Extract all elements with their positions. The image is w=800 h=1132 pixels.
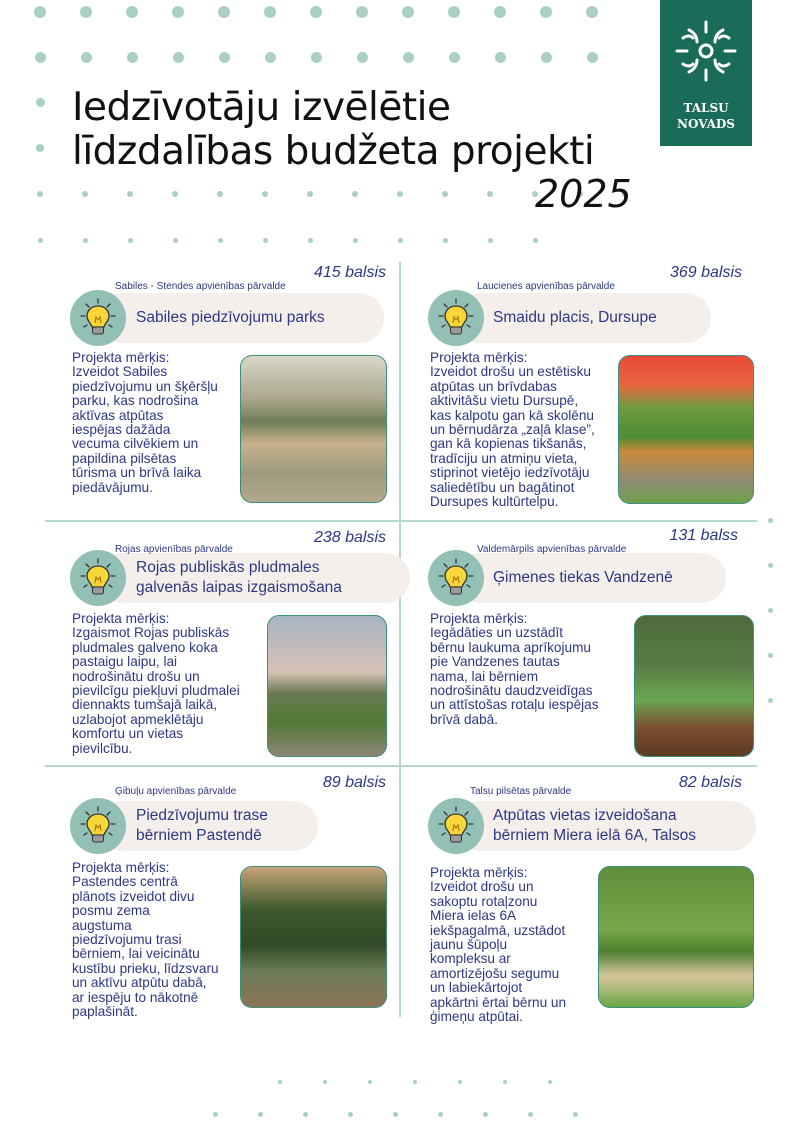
decor-dot: [540, 6, 552, 18]
vote-count: 82 balsis: [678, 774, 742, 791]
decor-dot: [278, 1080, 282, 1084]
decor-dot: [587, 52, 598, 63]
decor-dot: [127, 52, 138, 63]
decor-dot: [398, 238, 403, 243]
goal-text: Pastendes centrā plānots izveidot divu posmu zema augstuma piedzīvojumu trasi bērniem, lai veicinātu kustību prieku, līdzsvaru un aktīvu atpūtu dabā, ar iespēju to nākotnē paplašināt.: [72, 874, 219, 1020]
decor-dot: [323, 1080, 327, 1084]
decor-dot: [397, 191, 403, 197]
decor-dot: [356, 6, 368, 18]
goal-label: Projekta mērķis:: [430, 350, 528, 365]
region-label: Talsu pilsētas pārvalde: [470, 786, 572, 797]
project-title: Smaidu placis, Dursupe: [493, 309, 657, 326]
decor-dot: [258, 1112, 263, 1117]
decor-dot: [213, 1112, 218, 1117]
lightbulb-icon: [70, 798, 126, 854]
lightbulb-icon: [428, 550, 484, 606]
region-label: Laucienes apvienības pārvalde: [477, 281, 615, 292]
decor-dot: [80, 6, 92, 18]
decor-dot: [352, 191, 358, 197]
project-description: [72, 612, 240, 756]
decor-dot: [573, 1112, 578, 1117]
decor-dot: [483, 1112, 488, 1117]
decor-dot: [768, 698, 773, 703]
decor-dot: [586, 6, 598, 18]
lightbulb-icon: [428, 798, 484, 854]
decor-dot: [488, 238, 493, 243]
project-description: [72, 861, 219, 1019]
decor-dot: [308, 238, 313, 243]
decor-dot: [172, 191, 178, 197]
decor-dot: [36, 98, 45, 107]
title-line-1: Iedzīvotāju izvēlētie: [72, 85, 451, 130]
vote-count: 238 balsis: [313, 529, 386, 546]
decor-dot: [768, 563, 773, 568]
decor-dot: [38, 238, 43, 243]
project-title: Atpūtas vietas izveidošana bērniem Miera ielā 6A, Talsos: [493, 807, 697, 844]
decor-dot: [458, 1080, 462, 1084]
goal-text: Izveidot Sabiles piedzīvojumu un šķēršļu parku, kas nodrošina aktīvas atpūtas iespējas dažāda vecuma cilvēkiem un papildina pilsētas tūrisma un brīvā laika piedāvājumu.: [72, 364, 218, 495]
decor-dot: [528, 1112, 533, 1117]
region-label: Sabiles - Stendes apvienības pārvalde: [115, 281, 286, 292]
grid-divider-row-2: [45, 765, 757, 767]
decor-dot: [311, 52, 322, 63]
decor-dot: [442, 191, 448, 197]
decor-dot: [265, 52, 276, 63]
goal-label: Projekta mērķis:: [72, 350, 170, 365]
decor-dot: [35, 52, 46, 63]
decor-dot: [219, 52, 230, 63]
decor-dot: [264, 6, 276, 18]
decor-dot: [127, 191, 133, 197]
decor-dot: [443, 238, 448, 243]
lightbulb-icon: [70, 290, 126, 346]
goal-text: Izveidot drošu un sakoptu rotaļzonu Miera ielas 6A iekšpagalmā, uzstādot jaunu šūpoļu kompleksu ar amortizējošu segumu un labiekārtojot apkārtni ērtai bērnu un ģimeņu atpūtai.: [430, 879, 567, 1025]
decor-dot: [541, 52, 552, 63]
ornament-icon: [671, 16, 741, 86]
title-line-2: līdzdalības budžeta projekti: [72, 129, 595, 174]
decor-dot: [172, 6, 184, 18]
decor-dot: [307, 191, 313, 197]
playground-photo: [634, 615, 754, 757]
goal-text: Izgaismot Rojas publiskās pludmales galveno koka pastaigu laipu, lai nodrošinātu drošu un pievilcīgu piekļuvi pludmalei diennakts tumšajā laikā, uzlabojot apmeklētāju komfortu un vietas pievilcību.: [72, 625, 240, 756]
decor-dot: [82, 191, 88, 197]
decor-dot: [81, 52, 92, 63]
decor-dot: [128, 238, 133, 243]
project-title: Ģimenes tiekas Vandzenē: [493, 569, 673, 586]
decor-dot: [262, 191, 268, 197]
adventure-park-photo: [240, 355, 387, 503]
decor-dot: [403, 52, 414, 63]
decor-dot: [533, 238, 538, 243]
grid-divider-vertical: [399, 262, 401, 1017]
decor-dot: [768, 518, 773, 523]
decor-dot: [353, 238, 358, 243]
decor-dot: [548, 1080, 552, 1084]
goal-label: Projekta mērķis:: [72, 611, 170, 626]
decor-dot: [402, 6, 414, 18]
logo-line-2: NOVADS: [677, 117, 735, 131]
goal-text: Iegādāties un uzstādīt bērnu laukuma aprīkojumu pie Vandzenes tautas nama, lai bērniem nodrošinātu daudzveidīgas un attīstošas rotaļu iespējas brīvā dabā.: [430, 625, 599, 727]
decor-dot: [83, 238, 88, 243]
boardwalk-lights-photo: [267, 615, 387, 757]
region-label: Ģibuļu apvienības pārvalde: [115, 786, 237, 797]
decor-dot: [173, 52, 184, 63]
vote-count: 415 balsis: [313, 264, 386, 281]
vote-count: 131 balss: [669, 527, 738, 544]
goal-label: Projekta mērķis:: [430, 611, 528, 626]
decor-dot: [263, 238, 268, 243]
decor-dot: [348, 1112, 353, 1117]
project-description: [430, 866, 566, 1024]
decor-dot: [357, 52, 368, 63]
decor-dot: [449, 52, 460, 63]
year: 2025: [535, 172, 632, 216]
project-description: [430, 612, 599, 727]
picnic-area-photo: [618, 355, 754, 504]
project-description: [72, 351, 218, 495]
talsu-novads-logo: [660, 0, 752, 146]
project-title: Sabiles piedzīvojumu parks: [136, 309, 325, 326]
decor-dot: [36, 144, 44, 152]
project-description: [430, 351, 595, 509]
goal-label: Projekta mērķis:: [72, 860, 170, 875]
grid-divider-row-1: [45, 520, 757, 522]
decor-dot: [448, 6, 460, 18]
decor-dot: [310, 6, 322, 18]
trail-render-photo: [240, 866, 387, 1008]
decor-dot: [413, 1080, 417, 1084]
decor-dot: [37, 191, 43, 197]
decor-dot: [368, 1080, 372, 1084]
goal-text: Izveidot drošu un estētisku atpūtas un brīvdabas aktivitāšu vietu Dursupē, kas kalpotu gan kā skolēnu un bērnudārza „zaļā klase”, gan kā kopienas tikšanās, tradīciju un atmiņu vieta, stiprinot vietējo iedzīvotāju saliedētību un bagātinot Dursupes kultūrtelpu.: [430, 364, 595, 510]
decor-dot: [217, 191, 223, 197]
swings-photo: [598, 866, 754, 1008]
decor-dot: [503, 1080, 507, 1084]
logo-line-1: TALSU: [683, 101, 729, 115]
decor-dot: [495, 52, 506, 63]
lightbulb-icon: [70, 550, 126, 606]
lightbulb-icon: [428, 290, 484, 346]
decor-dot: [218, 238, 223, 243]
decor-dot: [218, 6, 230, 18]
decor-dot: [768, 653, 773, 658]
goal-label: Projekta mērķis:: [430, 865, 528, 880]
project-title: Rojas publiskās pludmales galvenās laipas izgaismošana: [136, 559, 342, 596]
decor-dot: [173, 238, 178, 243]
region-label: Valdemārpils apvienības pārvalde: [477, 544, 627, 555]
decor-dot: [768, 608, 773, 613]
decor-dot: [487, 191, 493, 197]
page-title: [72, 86, 594, 174]
decor-dot: [34, 6, 46, 18]
decor-dot: [494, 6, 506, 18]
vote-count: 369 balsis: [669, 264, 742, 281]
decor-dot: [393, 1112, 398, 1117]
region-label: Rojas apvienības pārvalde: [115, 544, 233, 555]
vote-count: 89 balsis: [322, 774, 386, 791]
decor-dot: [438, 1112, 443, 1117]
project-title: Piedzīvojumu trase bērniem Pastendē: [136, 807, 268, 844]
decor-dot: [303, 1112, 308, 1117]
decor-dot: [126, 6, 138, 18]
